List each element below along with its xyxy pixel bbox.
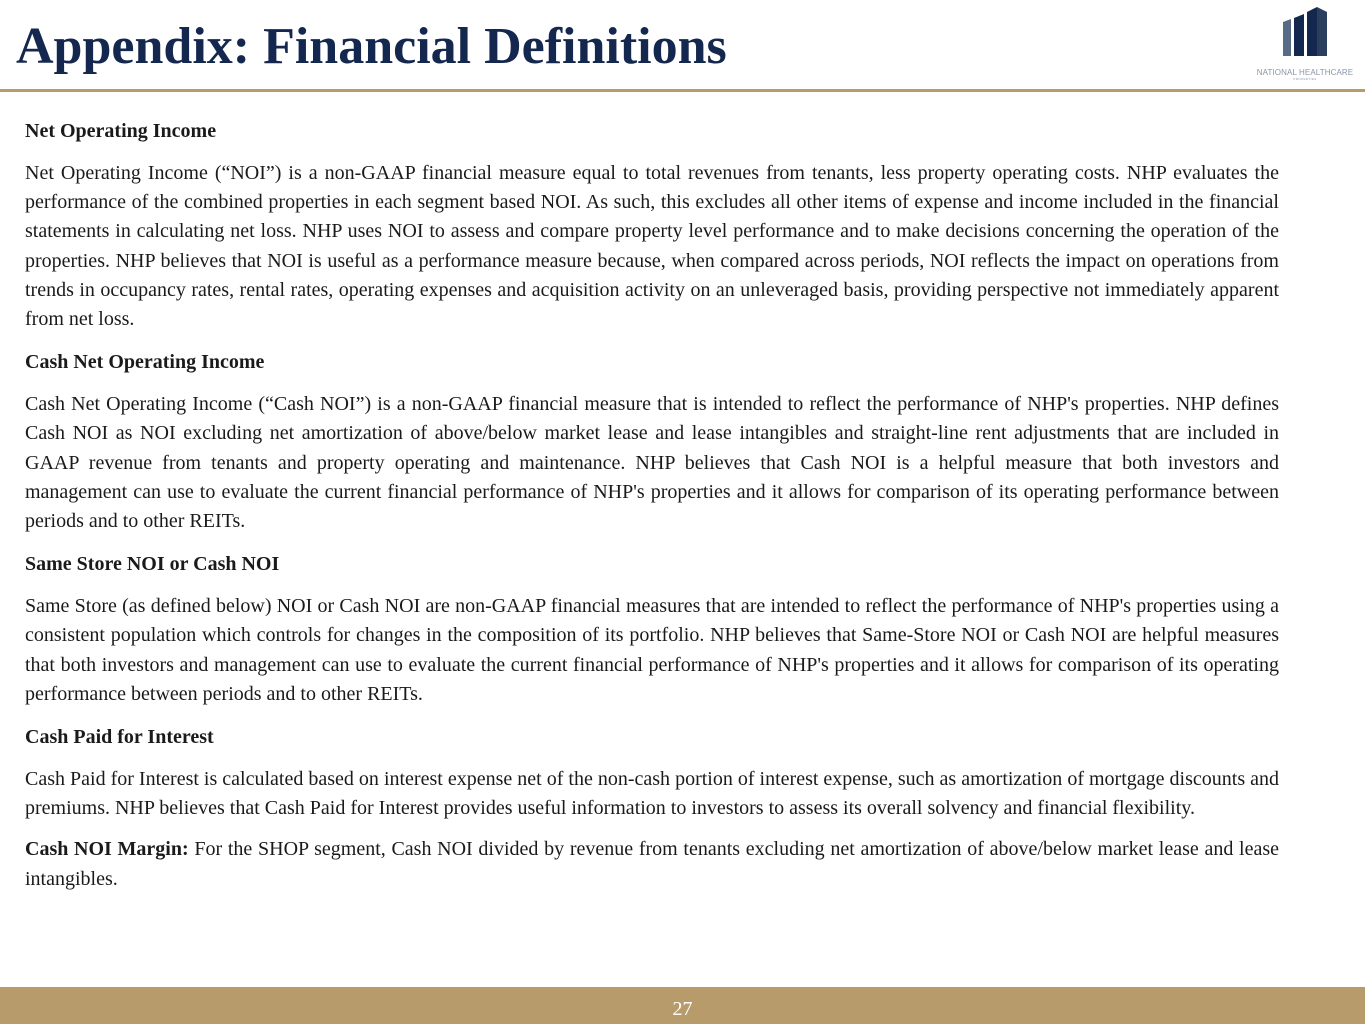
- section-body: Net Operating Income (“NOI”) is a non-GAAP financial measure equal to total revenues from tenants, less property operating costs. NHP evaluates the performance of the combined properties in each segment based NOI. As such, this excludes all other items of expense and income included in the financial statements in calculating net loss. NHP uses NOI to assess and compare property level performance and to make decisions concerning the operation of the properties. NHP believes that NOI is useful as a performance measure because, when compared across periods, NOI reflects the impact on operations from trends in occupancy rates, rental rates, operating expenses and acquisition activity on an unleveraged basis, providing perspective not immediately apparent from net loss.: [25, 162, 1279, 331]
- section-body: Cash Net Operating Income (“Cash NOI”) is a non-GAAP financial measure that is intended to reflect the performance of NHP's properties. NHP defines Cash NOI as NOI excluding net amortization of above/below market lease and lease intangibles and straight-line rent adjustments that are included in GAAP revenue from tenants and property operating and maintenance. NHP believes that Cash NOI is a helpful measure that both investors and management can use to evaluate the current financial performance of NHP's properties and it allows for comparison of its operating performance between periods and to other REITs.: [25, 393, 1279, 533]
- logo-subname: PROPERTIES: [1293, 77, 1317, 81]
- definitions-content: [25, 115, 1279, 906]
- definition-section-cash-noi: [25, 346, 1279, 536]
- page-title: Appendix: Financial Definitions: [16, 18, 727, 75]
- section-heading: Same Store NOI or Cash NOI: [25, 553, 280, 576]
- company-logo: [1250, 4, 1360, 86]
- section-body: Cash Paid for Interest is calculated based on interest expense net of the non-cash portion of interest expense, such as amortization of mortgage discounts and premiums. NHP believes that Cash Paid for Interest provides useful information to investors to assess its overall solvency and financial flexibility.: [25, 768, 1279, 820]
- page-number: 27: [672, 998, 693, 1020]
- building-logo-icon: [1277, 4, 1333, 64]
- section-heading: Cash Paid for Interest: [25, 726, 214, 749]
- definition-cash-noi-margin: [25, 835, 1279, 893]
- title-divider: [0, 89, 1365, 92]
- definition-section-noi: [25, 115, 1279, 334]
- definition-section-same-store: [25, 548, 1279, 709]
- inline-definition: For the SHOP segment, Cash NOI divided by revenue from tenants excluding net amortization of above/below market lease and lease intangibles.: [25, 838, 1279, 890]
- definition-section-cash-paid-interest: [25, 721, 1279, 823]
- section-body: Same Store (as defined below) NOI or Cash NOI are non-GAAP financial measures that are intended to reflect the performance of NHP's properties using a consistent population which controls for changes in the composition of its portfolio. NHP believes that Same-Store NOI or Cash NOI are helpful measures that both investors and management can use to evaluate the current financial performance of NHP's properties and it allows for comparison of its operating performance between periods and to other REITs.: [25, 595, 1279, 705]
- section-heading: Net Operating Income: [25, 120, 217, 142]
- inline-term: Cash NOI Margin:: [25, 838, 189, 861]
- logo-name: NATIONAL HEALTHCARE: [1256, 68, 1354, 77]
- section-heading: Cash Net Operating Income: [25, 351, 265, 374]
